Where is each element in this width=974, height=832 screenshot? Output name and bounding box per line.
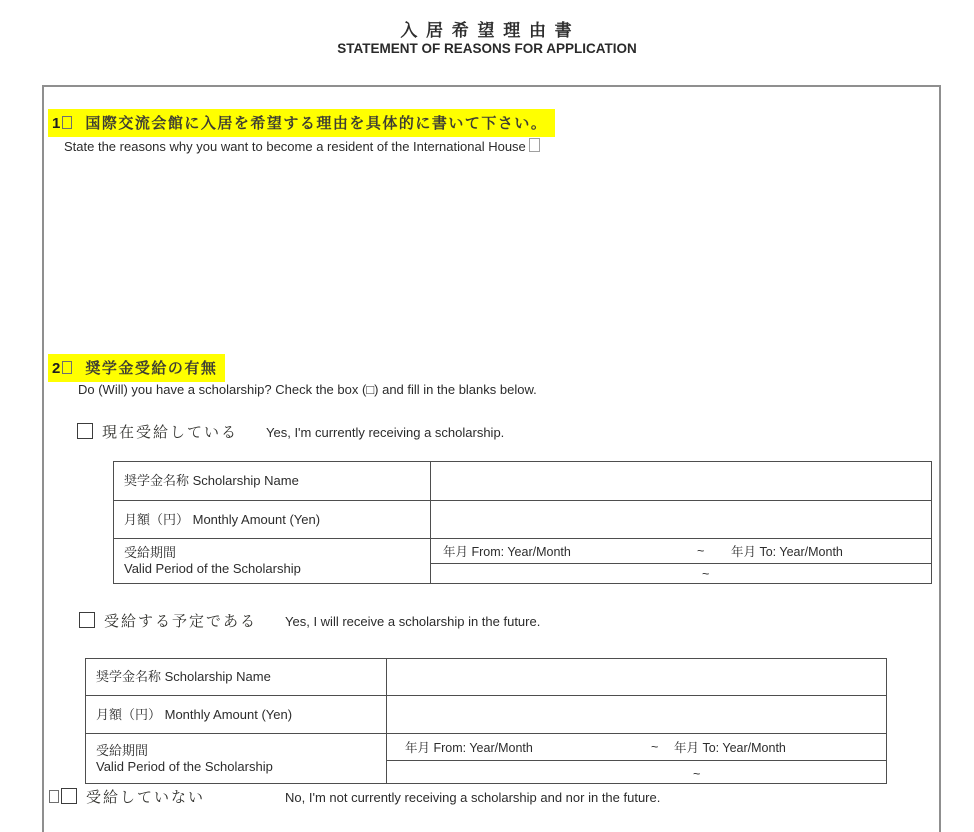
scholarship-table-future [85, 658, 887, 784]
scholarship-name-label: 奨学金名称 Scholarship Name [86, 659, 387, 695]
option-none-row [47, 786, 660, 807]
option-future-label-en: Yes, I will receive a scholarship in the future. [285, 614, 541, 629]
monthly-amount-field[interactable] [431, 501, 931, 538]
period-tilde: ~ [697, 544, 705, 558]
section2-heading [48, 354, 225, 382]
section1-heading-en: State the reasons why you want to become a resident of the International House [64, 138, 540, 154]
monthly-amount-field[interactable] [387, 696, 886, 733]
future-scholarship-checkbox[interactable] [79, 612, 95, 628]
period-to-label: 年月 To: Year/Month [731, 545, 843, 559]
period-tilde: ~ [702, 567, 710, 581]
table-row [86, 696, 886, 734]
current-scholarship-checkbox[interactable] [77, 423, 93, 439]
page-title-en: STATEMENT OF REASONS FOR APPLICATION [337, 41, 637, 56]
missing-glyph-box-icon [62, 116, 72, 129]
monthly-amount-label: 月額（円） Monthly Amount (Yen) [114, 501, 431, 538]
period-tilde: ~ [693, 766, 701, 781]
valid-period-label: 受給期間 Valid Period of the Scholarship [86, 734, 387, 783]
section2-heading-jp: 奨学金受給の有無 [85, 360, 218, 377]
option-current-row [77, 421, 504, 442]
option-future-label-jp: 受給する予定である [104, 613, 258, 630]
no-scholarship-checkbox[interactable] [61, 788, 77, 804]
section1-heading-jp: 国際交流会館に入居を希望する理由を具体的に書いて下さい。 [85, 115, 548, 132]
monthly-amount-label: 月額（円） Monthly Amount (Yen) [86, 696, 387, 733]
section2-instruction-en: Do (Will) you have a scholarship? Check the box (□) and fill in the blanks below. [78, 382, 537, 397]
scholarship-name-label: 奨学金名称 Scholarship Name [114, 462, 431, 500]
option-none-label-jp: 受給していない [86, 789, 206, 806]
period-from-to-row [431, 539, 931, 564]
scholarship-table-current [113, 461, 932, 584]
valid-period-field[interactable] [387, 734, 886, 783]
period-from-label: 年月 From: Year/Month [405, 741, 533, 755]
period-tilde: ~ [651, 740, 659, 754]
scholarship-name-field[interactable] [431, 462, 931, 500]
period-from-to-row [387, 734, 886, 761]
option-current-label-jp: 現在受給している [102, 424, 239, 441]
missing-glyph-box-icon [49, 790, 59, 803]
table-row [86, 659, 886, 696]
valid-period-label: 受給期間 Valid Period of the Scholarship [114, 539, 431, 583]
section1-number: 1 [52, 115, 61, 132]
option-future-row [79, 610, 540, 631]
valid-period-field[interactable] [431, 539, 931, 583]
table-row [114, 501, 931, 539]
period-to-label: 年月 To: Year/Month [674, 741, 786, 755]
table-row [114, 539, 931, 583]
missing-glyph-box-icon [529, 138, 540, 152]
missing-glyph-box-icon [62, 361, 72, 374]
period-value-row [431, 565, 931, 583]
page-title-jp: 入 居 希 望 理 由 書 [400, 21, 574, 40]
period-value-row [387, 764, 886, 783]
table-row [86, 734, 886, 783]
section1-heading [48, 109, 555, 137]
option-current-label-en: Yes, I'm currently receiving a scholarship. [266, 425, 505, 440]
option-none-label-en: No, I'm not currently receiving a scholarship and nor in the future. [285, 790, 661, 805]
period-from-label: 年月 From: Year/Month [443, 545, 571, 559]
scholarship-name-field[interactable] [387, 659, 886, 695]
section2-number: 2 [52, 360, 61, 377]
table-row [114, 462, 931, 501]
